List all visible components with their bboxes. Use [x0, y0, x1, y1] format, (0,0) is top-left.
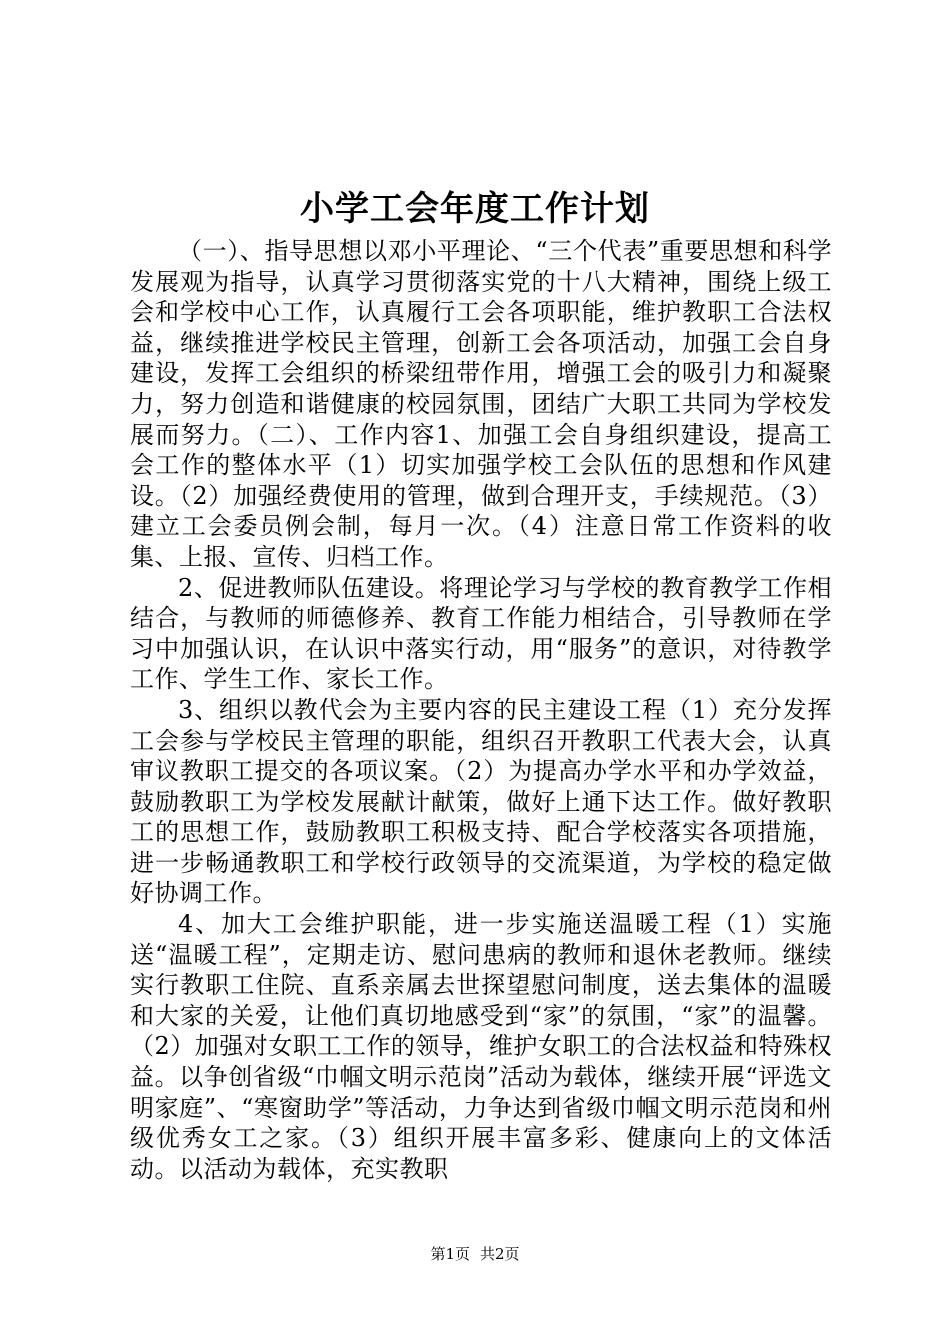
page-number-total: 共2页	[480, 1245, 520, 1263]
paragraph-guiding-ideology: （一）、指导思想以邓小平理论、“三个代表”重要思想和科学发展观为指导，认真学习贯彻落实党的十八大精神，围绕上级工会和学校中心工作，认真履行工会各项职能，维护教职工合法权益，继续推进学校民主管理，创新工会各项活动，加强工会自身建设，发挥工会组织的桥梁纽带作用，增强工会的吸引力和凝聚力，努力创造和谐健康的校园氛围，团结广大职工共同为学校发展而努力。（二）、工作内容1、加强工会自身组织建设，提高工会工作的整体水平（1）切实加强学校工会队伍的思想和作风建设。（2）加强经费使用的管理，做到合理开支，手续规范。（3）建立工会委员例会制，每月一次。（4）注意日常工作资料的收集、上报、宣传、归档工作。	[130, 237, 832, 571]
paragraph-warmth-project: 4、加大工会维护职能，进一步实施送温暖工程（1）实施送“温暖工程”，定期走访、慰问患病的教师和退休老教师。继续实行教职工住院、直系亲属去世探望慰问制度，送去集体的温暖和大家的关爱，让他们真切地感受到“家”的氛围，“家”的温馨。（2）加强对女职工工作的领导，维护女职工的合法权益和特殊权益。以争创省级“巾帼文明示范岗”活动为载体，继续开展“评选文明家庭”、“寒窗助学”等活动，力争达到省级巾帼文明示范岗和州级优秀女工之家。（3）组织开展丰富多彩、健康向上的文体活动。以活动为载体，充实教职	[130, 910, 832, 1183]
page-footer	[0, 1244, 950, 1264]
document-title: 小学工会年度工作计划	[300, 189, 650, 229]
page-number-current: 第1页	[430, 1245, 470, 1263]
paragraph-teacher-team: 2、促进教师队伍建设。将理论学习与学校的教育教学工作相结合，与教师的师德修养、教育工作能力相结合，引导教师在学习中加强认识，在认识中落实行动，用“服务”的意识，对待教学工作、学生工作、家长工作。	[130, 573, 832, 694]
document-body	[130, 236, 832, 1184]
paragraph-democratic-building: 3、组织以教代会为主要内容的民主建设工程（1）充分发挥工会参与学校民主管理的职能，组织召开教职工代表大会，认真审议教职工提交的各项议案。（2）为提高办学水平和办学效益，鼓励教职工为学校发展献计献策，做好上通下达工作。做好教职工的思想工作，鼓励教职工积极支持、配合学校落实各项措施，进一步畅通教职工和学校行政领导的交流渠道，为学校的稳定做好协调工作。	[130, 695, 832, 908]
